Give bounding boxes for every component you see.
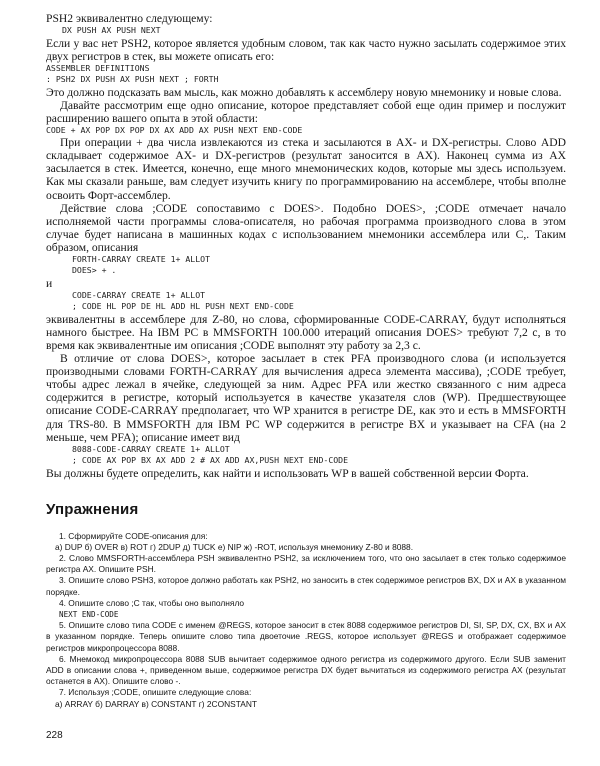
paragraph: Это должно подсказать вам мысль, как можно добавлять к ассемблеру новую мнемонику и новые слова. xyxy=(46,85,562,99)
code-line: CODE + AX POP DX POP DX AX ADD AX PUSH NEXT END-CODE xyxy=(46,124,303,135)
exercise-item: 5. Опишите слово типа CODE с именем @REGS, которое заносит в стек 8088 содержимое регистров DI, SI, SP, DX, CX, BX и AX в указанном порядке. Теперь опишите слово типа двоеточие .REGS, которое использует @REGS и отображает содержимое регистров микропроцессора 8088. xyxy=(46,620,566,653)
code-line: FORTH-CARRAY CREATE 1+ ALLOT xyxy=(72,254,211,265)
paragraph: эквивалентны в ассемблере для Z-80, но слова, сформированные CODE-CARRAY, будут исполняться намного быстрее. На IBM PC в MMSFORTH 100.000 итераций описания DOES> требуют 7,2 с, в то время как эквивалентные им описания ;CODE выполнят эту работу за 2,3 с. xyxy=(46,312,566,352)
paragraph: и xyxy=(46,276,53,290)
page-number: 228 xyxy=(46,730,63,741)
paragraph: При операции + два числа извлекаются из стека и засылаются в AX- и DX-регистры. Слово ADD складывает содержимое AX- и DX-регистров (результат заносится в AX). Наконец сумма из AX засылается в стек. Имеется, конечно, еще много мнемонических кодов, которые мы здесь используем. Как мы сказали раньше, вам следует изучить книгу по программированию на ассемблере, чтобы вполне освоить Форт-ассемблер. xyxy=(46,136,566,202)
paragraph: Давайте рассмотрим еще одно описание, которое представляет собой еще один пример и послужит расширению вашего опыта в этой области: xyxy=(46,98,566,125)
paragraph: Вы должны будете определить, как найти и использовать WP в вашей собственной версии Форта. xyxy=(46,466,529,480)
paragraph: Действие слова ;CODE сопоставимо с DOES>. Подобно DOES>, ;CODE отмечает начало исполняемой части программы слова-описателя, но рабочая программа производного слова в этом случае будет написана в машинных кодах с использованием мнемоники ассемблера или С,. Таким образом, описания xyxy=(46,201,566,254)
code-line: ; CODE HL POP DE HL ADD HL PUSH NEXT END-CODE xyxy=(72,301,294,312)
exercise-item: 2. Слово MMSFORTH-ассемблера PSH эквивалентно PSH2, за исключением того, что оно засылает в стек только содержимое регистра AX. Опишите PSH. xyxy=(46,553,566,575)
paragraph: PSH2 эквивалентно следующему: xyxy=(46,12,213,25)
code-line: 8088-CODE-CARRAY CREATE 1+ ALLOT xyxy=(72,443,230,454)
exercise-item: 3. Опишите слово PSH3, которое должно работать как PSH2, но заносить в стек содержимое регистров BX, DX и AX в указанном порядке. xyxy=(46,575,566,597)
code-line: NEXT END-CODE xyxy=(59,610,119,620)
exercise-item: 6. Мнемокод микропроцессора 8088 SUB вычитает содержимое одного регистра из содержимого другого. Если SUB заменит ADD в описании слова +, приведенном выше, содержимое регистра DX будет вычитаться из содержимого регистра AX (результат останется в AX). Опишите слово -. xyxy=(46,653,566,687)
exercise-item: 1. Сформируйте CODE-описания для: xyxy=(59,530,208,541)
code-line: DX PUSH AX PUSH NEXT xyxy=(62,25,161,36)
exercise-options: а) DUP б) OVER в) ROT г) 2DUP д) TUCK е) NIP ж) -ROT, используя мнемонику Z-80 и 8088. xyxy=(55,541,414,552)
exercise-item: 7. Используя ;CODE, опишите следующие слова: xyxy=(59,687,252,698)
exercise-item: 4. Опишите слово ;С так, чтобы оно выполняло xyxy=(59,597,245,608)
exercise-options: а) ARRAY б) DARRAY в) CONSTANT г) 2CONSTANT xyxy=(55,698,257,709)
code-line: ASSEMBLER DEFINITIONS xyxy=(46,62,150,73)
section-heading: Упражнения xyxy=(46,500,139,518)
page-content xyxy=(46,12,566,710)
paragraph: В отличие от слова DOES>, которое засылает в стек PFA производного слова (и используется производными словами FORTH-CARRAY для вычисления адреса элемента массива), ;CODE требует, чтобы адрес лежал в ячейке, следующей за ним. Адрес PFA или жестко связанного с ним адреса содержится в регистре, который используется в качестве указателя слов (WP). Предшествующее описание CODE-CARRAY предполагает, что WP хранится в регистре DE, как это и есть в MMSFORTH для TRS-80. В MMSFORTH для IBM PC WP содержится в регистре BX и указывает на CFA (на 2 меньше, чем PFA); описание имеет вид xyxy=(46,352,566,444)
code-line: ; CODE AX POP BX AX ADD 2 # AX ADD AX,PUSH NEXT END-CODE xyxy=(72,455,349,466)
code-line: CODE-CARRAY CREATE 1+ ALLOT xyxy=(72,289,206,300)
code-line: : PSH2 DX PUSH AX PUSH NEXT ; FORTH xyxy=(46,74,219,85)
paragraph: Если у вас нет PSH2, которое является удобным словом, так как часто нужно засылать содержимое этих двух регистров в стек, вы можете описать его: xyxy=(46,36,566,63)
code-line: DOES> + . xyxy=(72,265,117,276)
